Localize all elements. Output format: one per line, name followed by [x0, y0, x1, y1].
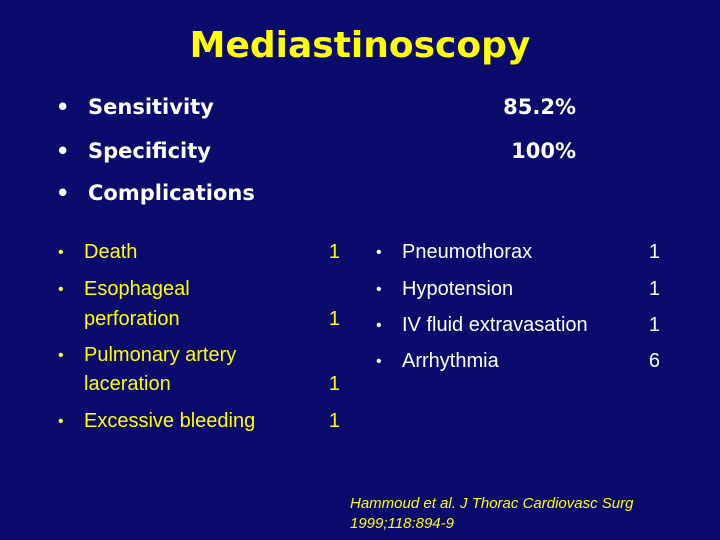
complication-count: 6 [648, 350, 660, 372]
complication-count: 1 [328, 373, 340, 395]
complication-count: 1 [328, 241, 340, 263]
complication-label: Death [84, 241, 138, 263]
complication-label: Pulmonary artery [84, 344, 237, 366]
bullet-icon: • [376, 353, 382, 370]
main-bullet-value: 100% [511, 139, 576, 163]
complication-count: 1 [328, 410, 340, 432]
main-bullet-label: Complications [88, 181, 255, 205]
citation-line-1: Hammoud et al. J Thorac Cardiovasc Surg [350, 495, 634, 512]
bullet-icon: • [376, 317, 382, 334]
bullet-icon: • [58, 413, 64, 430]
bullet-icon: • [58, 244, 64, 261]
bullet-icon: • [58, 347, 64, 364]
complication-count: 1 [648, 278, 660, 300]
main-bullet-label: Sensitivity [88, 95, 214, 119]
bullet-icon: • [56, 139, 70, 163]
bullet-icon: • [58, 281, 64, 298]
bullet-icon: • [376, 244, 382, 261]
complication-label-cont: laceration [84, 373, 171, 395]
bullet-icon: • [56, 95, 70, 119]
complication-label: Excessive bleeding [84, 410, 256, 432]
main-bullet-label: Specificity [88, 139, 211, 163]
citation [350, 494, 710, 534]
complication-label-cont: perforation [84, 308, 180, 330]
complication-label: Pneumothorax [402, 241, 533, 263]
complication-label: Hypotension [402, 278, 514, 300]
complication-count: 1 [648, 314, 660, 336]
bullet-icon: • [376, 281, 382, 298]
citation-line-2: 1999;118:894-9 [350, 515, 454, 532]
bullet-icon: • [56, 181, 70, 205]
main-bullet-value: 85.2% [503, 95, 576, 119]
complication-count: 1 [328, 308, 340, 330]
complication-count: 1 [648, 241, 660, 263]
complication-label: Esophageal [84, 278, 190, 300]
complication-label: IV fluid extravasation [402, 314, 588, 336]
complication-label: Arrhythmia [402, 350, 499, 372]
slide-title: Mediastinoscopy [189, 25, 531, 66]
